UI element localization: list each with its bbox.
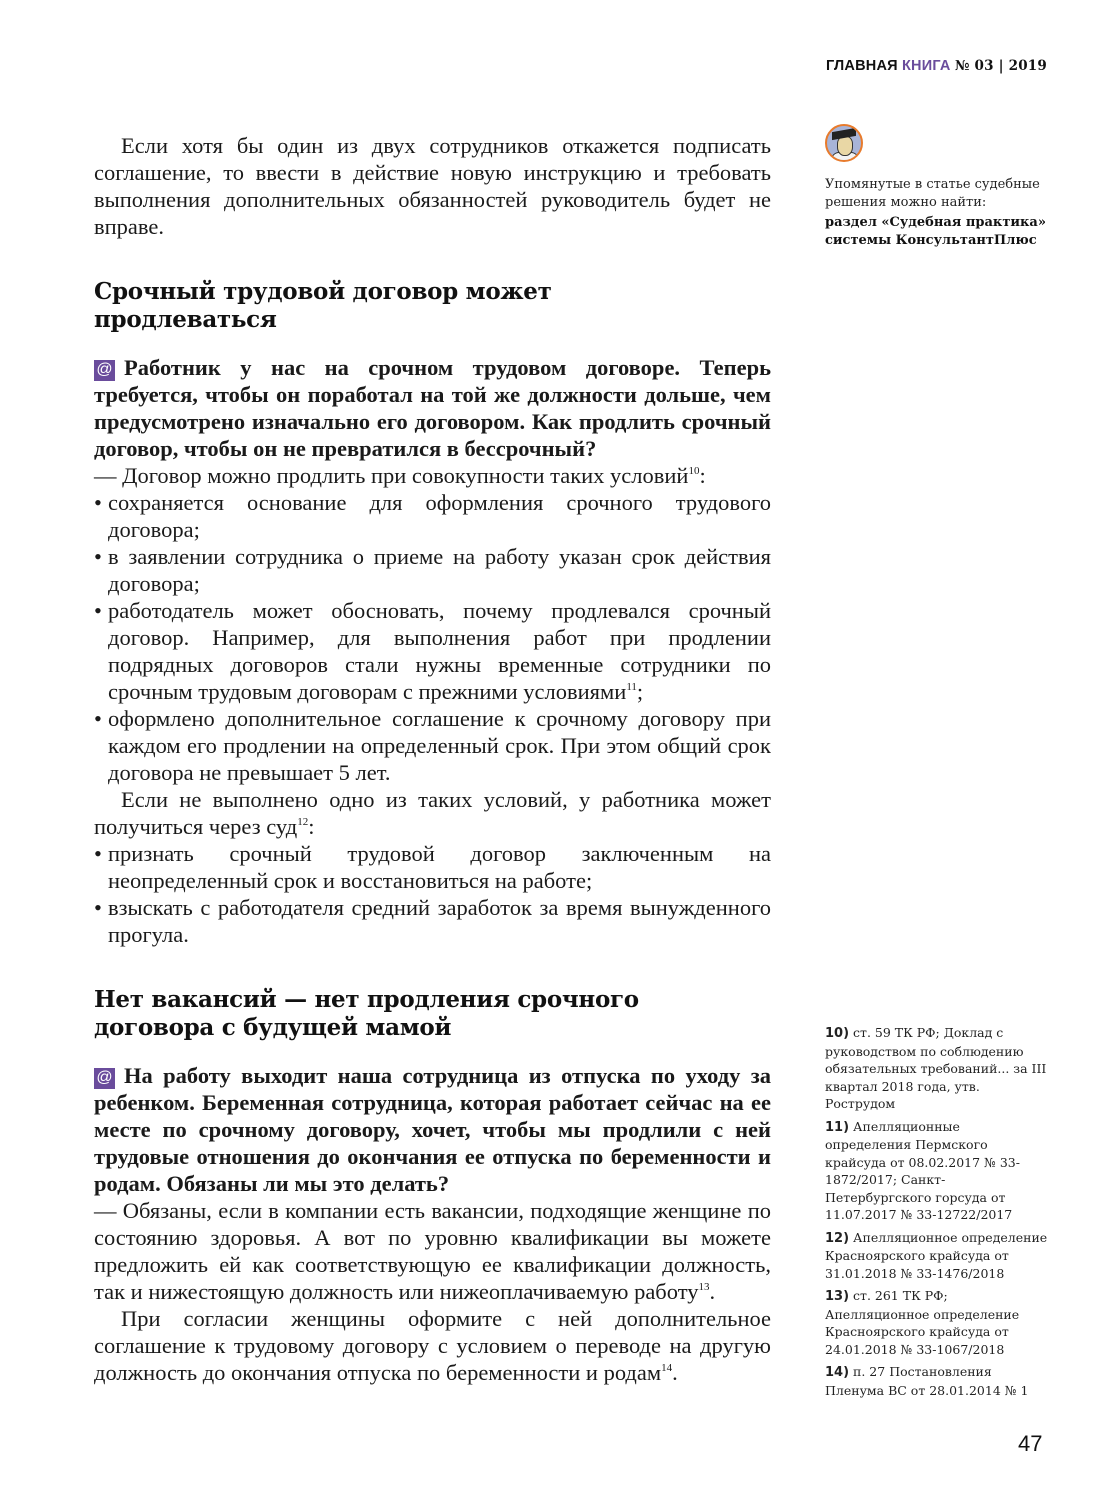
footnote-10: 10) ст. 59 ТК РФ; Доклад с руководством по соблюдению обязательных требований... за III квартал 2018 года, утв. Рострудом bbox=[825, 1025, 1047, 1111]
list-item: • оформлено дополнительное соглашение к срочному договору при каждом его продлении на определенный срок. При этом общий срок договора не превышает 5 лет. bbox=[94, 705, 771, 786]
footnote-12: 12) Апелляционное определение Красноярского крайсуда от 31.01.2018 № 33-1476/2018 bbox=[825, 1229, 1048, 1281]
advice-paragraph: При согласии женщины оформите с ней дополнительное соглашение к трудовому договору с условием о переводе на другую должность до окончания отпуска по беременности и родам$^{14}$. bbox=[94, 1306, 771, 1385]
footnote-ref[interactable]: 14 bbox=[661, 1362, 673, 1374]
sidebar-note: Упомянутые в статье судебные решения можно найти: bbox=[825, 177, 1040, 210]
section-heading-fixed-term-extension: Срочный трудовой договор может продлеваться bbox=[94, 278, 552, 333]
footnote-ref[interactable]: 12 bbox=[297, 816, 309, 828]
brand-name-accent: КНИГА bbox=[901, 58, 951, 74]
sidebar-note-source: раздел «Судебная практика» системы КонсультантПлюс bbox=[825, 215, 1046, 248]
sidebar-court-decisions-note bbox=[825, 124, 1055, 250]
page-number: 47 bbox=[1018, 1431, 1043, 1456]
section-heading-no-vacancies: Нет вакансий — нет продления срочного договора с будущей мамой bbox=[94, 986, 639, 1041]
question-2: @ На работу выходит наша сотрудница из отпуска по уходу за ребенком. Беременная сотрудница, которая работает сейчас на ее месте по срочному договору, хочет, чтобы мы продлили с ней трудовые отношения до окончания ее отпуска по беременности и родам. Обязаны ли мы это делать? bbox=[94, 1063, 771, 1196]
professor-avatar-icon bbox=[825, 124, 863, 162]
question-at-icon: @ bbox=[94, 1068, 115, 1089]
list-item: • работодатель может обосновать, почему продлевался срочный договор. Например, для выполнения работ при продлении подрядных договоров стали нужны временные сотрудники по срочным трудовым договорам с прежними условиями$^{11}$; bbox=[94, 597, 771, 705]
magazine-header bbox=[826, 58, 1047, 74]
answer-1-intro: — Договор можно продлить при совокупности таких условий$^{10}$: bbox=[94, 463, 706, 488]
footnote-ref[interactable]: 10 bbox=[688, 465, 700, 477]
footnote-11: 11) Апелляционные определения Пермского крайсуда от 08.02.2017 № 33-1872/2017; Санкт-Петербургского горсуда от 11.07.2017 № 33-12722/2017 bbox=[825, 1118, 1020, 1222]
footnote-ref[interactable]: 11 bbox=[626, 681, 637, 693]
list-item: • взыскать с работодателя средний заработок за время вынужденного прогула. bbox=[94, 894, 771, 948]
answer-2: — Обязаны, если в компании есть вакансии, подходящие женщине по состоянию здоровья. А вот по уровню квалификации вы можете предложить ей как соответствующую ее квалификации должность, так и нижестоящую должность или нижеоплачиваемую работу$^{13}$. bbox=[94, 1198, 771, 1304]
consequences-list bbox=[94, 840, 771, 948]
question-at-icon: @ bbox=[94, 360, 115, 381]
consequence-intro: Если не выполнено одно из таких условий, у работника может получиться через суд$^{12}$: bbox=[94, 787, 771, 839]
list-item: • сохраняется основание для оформления срочного трудового договора; bbox=[94, 489, 771, 543]
issue-number: № 03 | 2019 bbox=[954, 58, 1047, 74]
question-1: @ Работник у нас на срочном трудовом договоре. Теперь требуется, чтобы он поработал на той же должности дольше, чем предусмотрено изначально его договором. Как продлить срочный договор, чтобы он не превратился в бессрочный? bbox=[94, 355, 771, 461]
brand-name: ГЛАВНАЯ bbox=[826, 58, 898, 74]
footnote-14: 14) п. 27 Постановления Пленума ВС от 28.01.2014 № 1 bbox=[825, 1364, 1029, 1398]
extension-conditions-list bbox=[94, 489, 771, 786]
list-item: • в заявлении сотрудника о приеме на работу указан срок действия договора; bbox=[94, 543, 771, 597]
footnote-ref[interactable]: 13 bbox=[698, 1281, 710, 1293]
list-item: • признать срочный трудовой договор заключенным на неопределенный срок и восстановиться на работе; bbox=[94, 840, 771, 894]
footnote-13: 13) ст. 261 ТК РФ; Апелляционное определение Красноярского крайсуда от 24.01.2018 № 33-1067/2018 bbox=[825, 1288, 1020, 1357]
footnotes bbox=[825, 1024, 1050, 1404]
intro-paragraph: Если хотя бы один из двух сотрудников откажется подписать соглашение, то ввести в действие новую инструкцию и требовать выполнения дополнительных обязанностей руководитель будет не вправе. bbox=[94, 133, 771, 239]
article-body bbox=[94, 132, 771, 1386]
